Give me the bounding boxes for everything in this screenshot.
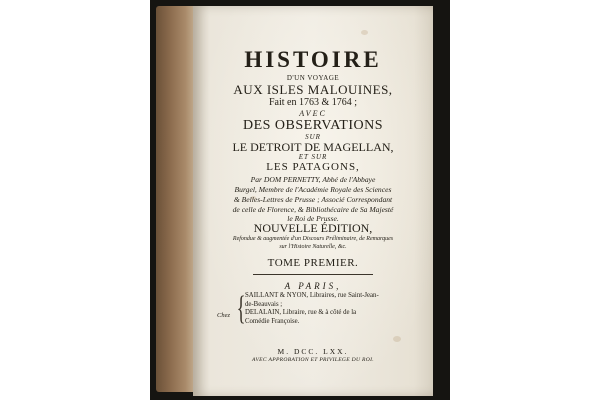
foxing-spot [393,336,401,342]
subtitle-line-1: D'UN VOYAGE [286,74,340,82]
observations-line: DES OBSERVATIONS [242,118,384,133]
revision-line: sur l'Histoire Naturelle, &c. [279,243,347,250]
place-line: A PARIS, [284,281,342,291]
author-line: & Belles-Lettres de Prusse ; Associé Correspondant [233,194,393,204]
brace-icon: { [236,290,246,327]
voyage-dates: Fait en 1763 & 1764 ; [268,97,358,108]
sur-line: SUR [305,133,321,141]
edition-line: NOUVELLE ÉDITION, [253,221,373,235]
author-line: Par DOM PERNETTY, Abbé de l'Abbaye [250,175,376,184]
revision-paragraph [223,236,403,251]
publisher-line: SAILLANT & NYON, Libraires, rue Saint-Jean- [245,292,379,299]
author-paragraph [213,175,413,224]
author-line: de celle de Florence, & Bibliothécaire de Sa Majesté [232,204,394,214]
imprint-year: M. DCC. LXX. [277,347,349,356]
book-title: HISTOIRE [244,47,382,72]
subtitle-line-2: AUX ISLES MALOUINES, [233,82,393,97]
author-line: Burgel, Membre de l'Académie Royale des Sciences [234,184,392,194]
publisher-line: de-Beauvais ; [245,300,283,308]
author-line: le Roi de Prusse. [287,214,339,224]
et-sur-line: ET SUR [298,153,328,161]
detroit-line: LE DETROIT DE MAGELLAN, [232,140,394,154]
publisher-line: Comédie Françoise. [245,318,300,326]
book-spine [156,6,198,392]
publisher-line: DELALAIN, Libraire, rue & à côté de la [245,309,357,317]
privilege-line: AVEC APPROBATION ET PRIVILEGE DU ROI. [252,357,374,363]
avec-line: AVEC [299,109,327,118]
publisher-block [245,292,425,327]
title-page [193,6,433,396]
divider-rule [253,274,373,275]
foxing-spot [361,30,368,35]
chez-label: Chez [217,312,230,319]
patagons-line: LES PATAGONS, [266,161,360,173]
revision-line: Refondue & augmentée d'un Discours Préliminaire, de Remarques [232,236,394,242]
volume-line: TOME PREMIER. [267,257,359,269]
